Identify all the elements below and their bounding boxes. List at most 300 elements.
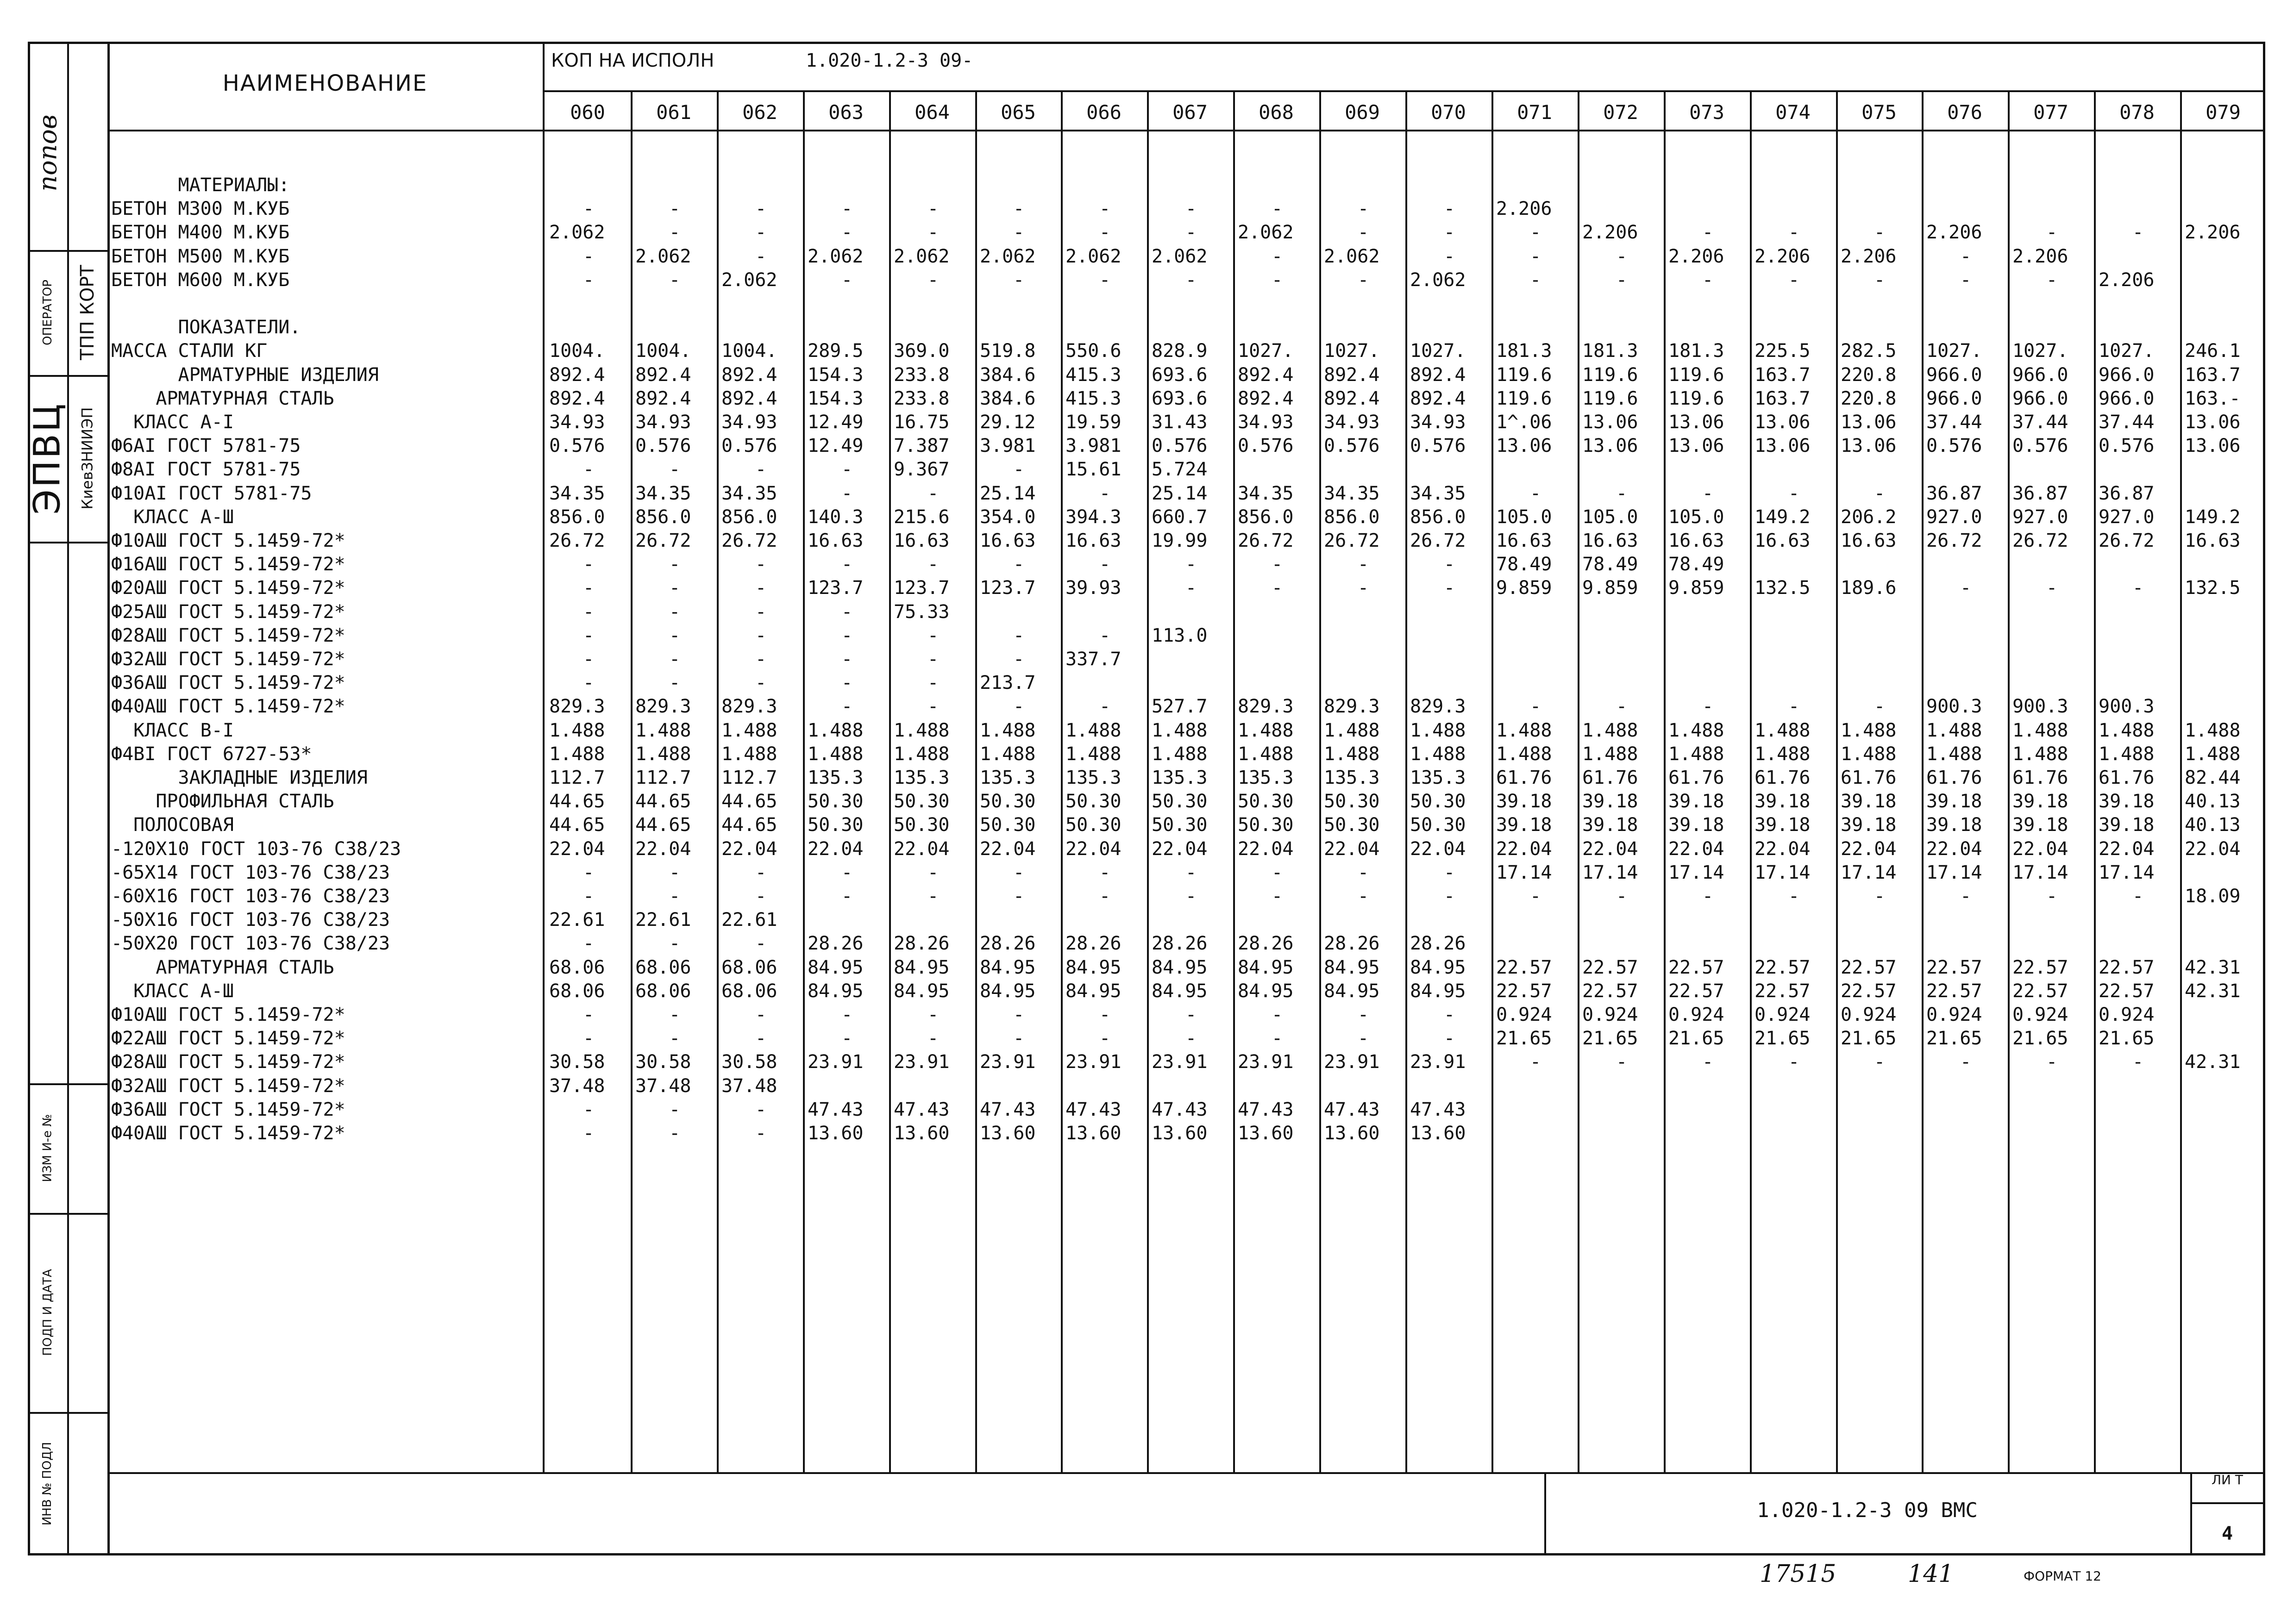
table-cell: - [755,625,767,646]
table-cell: - [1185,886,1197,907]
column-rule [2008,90,2010,1472]
header-separator [543,90,2265,92]
table-cell: 28.26 [1324,933,1380,954]
table-cell: - [669,886,681,907]
table-cell: 28.26 [1065,933,1122,954]
table-cell: - [1530,1051,1542,1073]
table-cell: 856.0 [635,506,691,528]
table-cell: 181.3 [1582,340,1638,362]
table-cell: 22.57 [1668,981,1724,1002]
row-label: -65Х14 ГОСТ 103-76 С38/23 [111,862,390,883]
table-cell: 213.7 [980,672,1036,693]
table-cell: 84.95 [1152,957,1208,978]
table-cell: - [669,459,681,480]
table-cell: 39.18 [2099,791,2155,812]
table-cell: - [755,554,767,575]
row-label: Ф20АШ ГОСТ 5.1459-72* [111,577,345,599]
table-cell: 17.14 [1755,862,1811,883]
table-cell: 1.488 [2185,743,2241,765]
table-cell: 135.3 [808,767,864,788]
table-cell: - [1272,198,1283,219]
row-label: АРМАТУРНАЯ СТАЛЬ [111,957,334,978]
table-cell: 84.95 [894,981,950,1002]
table-cell: - [1013,1004,1025,1025]
table-cell: - [927,625,939,646]
table-cell: 105.0 [1582,506,1638,528]
table-cell: 0.576 [1926,435,1982,456]
column-header: 061 [656,100,691,124]
author-signature [28,83,67,222]
row-label: -120Х10 ГОСТ 103-76 С38/23 [111,838,401,860]
table-cell: 39.18 [1926,791,1982,812]
table-cell: - [841,696,853,717]
table-cell: - [755,649,767,670]
table-cell: 2.206 [1668,246,1724,267]
table-cell: - [841,649,853,670]
table-cell: - [1616,483,1628,504]
table-cell: 44.65 [721,814,777,836]
table-cell: 1027. [1324,340,1380,362]
table-cell: 22.57 [1755,981,1811,1002]
row-label: Ф10АШ ГОСТ 5.1459-72* [111,530,345,551]
row-label: Ф16АШ ГОСТ 5.1459-72* [111,554,345,575]
table-cell: 18.09 [2185,886,2241,907]
table-cell: - [1272,1004,1283,1025]
table-cell: - [1099,696,1111,717]
table-cell: - [1874,696,1886,717]
izm-text: ИЗМ И-е № [40,1114,55,1182]
table-cell: - [669,672,681,693]
table-cell: 68.06 [635,981,691,1002]
table-cell: 0.924 [1841,1004,1897,1025]
column-rule [1147,90,1149,1472]
table-cell: 39.18 [1582,814,1638,836]
table-cell: 39.18 [1926,814,1982,836]
table-cell: 16.63 [1668,530,1724,551]
table-cell: 68.06 [721,981,777,1002]
row-label: КЛАСС А-Ш [111,506,234,528]
table-cell: - [1444,577,1455,599]
table-cell: 22.04 [1238,838,1294,860]
table-cell: 22.04 [2099,838,2155,860]
table-cell: 22.04 [549,838,605,860]
table-cell: 22.04 [635,838,691,860]
table-cell: 13.60 [980,1123,1036,1144]
table-cell: 39.18 [1496,814,1552,836]
row-label: ЗАКЛАДНЫЕ ИЗДЕЛИЯ [111,767,368,788]
table-cell: - [841,625,853,646]
table-cell: 26.72 [2012,530,2068,551]
table-cell: - [1530,886,1542,907]
table-cell: 50.30 [1238,791,1294,812]
table-cell: 61.76 [1841,767,1897,788]
table-cell: 1.488 [1410,720,1466,741]
table-cell: 34.35 [1410,483,1466,504]
table-cell: 13.06 [1582,412,1638,433]
column-rule [631,90,633,1472]
table-cell: - [2046,577,2058,599]
table-cell: 9.367 [894,459,950,480]
table-cell: 39.18 [1668,814,1724,836]
table-cell: - [1185,1004,1197,1025]
table-cell: 0.576 [1152,435,1208,456]
table-cell: - [1013,886,1025,907]
operator-text: ОПЕРАТОР [40,280,55,345]
table-cell: - [1960,577,1972,599]
row-label: МАССА СТАЛИ КГ [111,340,268,362]
table-cell: 39.18 [2099,814,2155,836]
table-cell: 16.63 [808,530,864,551]
inv-text: ИНВ № ПОДЛ [40,1442,55,1526]
table-cell: - [755,577,767,599]
table-cell: - [1960,246,1972,267]
row-label: ПОЛОСОВАЯ [111,814,234,836]
column-rule [1405,90,1407,1472]
table-cell: 112.7 [635,767,691,788]
table-cell: - [1099,862,1111,883]
table-cell: - [1530,222,1542,243]
row-label: Ф28АШ ГОСТ 5.1459-72* [111,625,345,646]
table-cell: 13.06 [1668,435,1724,456]
table-cell: 34.35 [721,483,777,504]
table-cell: - [1874,222,1886,243]
table-cell: 47.43 [1324,1099,1380,1120]
table-cell: 135.3 [894,767,950,788]
table-cell: 84.95 [1065,957,1122,978]
org-sub-cell [67,375,107,542]
table-cell: 112.7 [549,767,605,788]
table-cell: 34.93 [1410,412,1466,433]
table-cell: 0.924 [1926,1004,1982,1025]
table-cell: - [1358,1028,1369,1049]
table-cell: 1.488 [980,743,1036,765]
table-cell: - [1099,886,1111,907]
row-label: Ф8АI ГОСТ 5781-75 [111,459,301,480]
table-cell: 22.04 [2012,838,2068,860]
table-cell: 22.04 [721,838,777,860]
table-cell: 119.6 [1668,364,1724,386]
table-cell: - [669,1099,681,1120]
row-label: Ф32АШ ГОСТ 5.1459-72* [111,1075,345,1097]
table-cell: 13.06 [2185,435,2241,456]
table-cell: 892.4 [721,388,777,409]
table-cell: 966.0 [1926,388,1982,409]
table-cell: 61.76 [2099,767,2155,788]
table-cell: 1004. [635,340,691,362]
table-cell: 829.3 [1324,696,1380,717]
table-cell: 22.04 [2185,838,2241,860]
table-cell: 22.57 [1582,981,1638,1002]
table-cell: 829.3 [635,696,691,717]
table-cell: 28.26 [1152,933,1208,954]
table-cell: 282.5 [1841,340,1897,362]
table-cell: 22.04 [808,838,864,860]
table-cell: 189.6 [1841,577,1897,599]
table-cell: 415.3 [1065,364,1122,386]
table-cell: 2.062 [1152,246,1208,267]
table-cell: 23.91 [808,1051,864,1073]
table-cell: 17.14 [2012,862,2068,883]
table-cell: 13.60 [1152,1123,1208,1144]
table-cell: 1.488 [1324,720,1380,741]
table-cell: 1.488 [1496,743,1552,765]
table-cell: 44.65 [549,814,605,836]
table-cell: 22.04 [1410,838,1466,860]
table-cell: - [927,1004,939,1025]
table-cell: 21.65 [1668,1028,1724,1049]
table-cell: 22.04 [1926,838,1982,860]
table-cell: 0.576 [2012,435,2068,456]
table-cell: 119.6 [1582,388,1638,409]
table-cell: 1.488 [1926,720,1982,741]
table-cell: 22.04 [1152,838,1208,860]
table-cell: 16.63 [1065,530,1122,551]
table-cell: 61.76 [1496,767,1552,788]
column-header: 072 [1603,100,1638,124]
table-cell: 0.924 [2012,1004,2068,1025]
row-label: КЛАСС А-I [111,412,234,433]
column-header: 063 [828,100,864,124]
table-cell: - [841,554,853,575]
table-cell: 22.57 [1926,981,1982,1002]
table-cell: 1.488 [980,720,1036,741]
table-cell: 1004. [721,340,777,362]
column-header: 065 [1001,100,1036,124]
table-cell: 123.7 [980,577,1036,599]
table-cell: 42.31 [2185,981,2241,1002]
table-cell: 892.4 [1238,364,1294,386]
table-cell: 900.3 [2012,696,2068,717]
table-cell: - [1616,696,1628,717]
table-cell: 22.57 [2099,981,2155,1002]
table-cell: 1027. [1926,340,1982,362]
table-cell: 900.3 [1926,696,1982,717]
table-cell: 22.57 [1926,957,1982,978]
table-cell: 225.5 [1755,340,1811,362]
table-cell: - [1013,862,1025,883]
table-cell: 1^.06 [1496,412,1552,433]
table-cell: - [1099,1004,1111,1025]
table-cell: 2.062 [894,246,950,267]
table-cell: - [583,246,595,267]
table-cell: 1.488 [1582,743,1638,765]
table-cell: - [1272,1028,1283,1049]
table-cell: 26.72 [549,530,605,551]
table-cell: 3.981 [1065,435,1122,456]
table-cell: 233.8 [894,364,950,386]
column-rule [2180,90,2182,1472]
table-cell: 856.0 [549,506,605,528]
table-cell: 829.3 [1410,696,1466,717]
table-cell: 28.26 [808,933,864,954]
column-rule [1319,90,1321,1472]
table-cell: - [755,1123,767,1144]
column-header: 069 [1345,100,1380,124]
table-cell: - [841,222,853,243]
row-label: Ф36АШ ГОСТ 5.1459-72* [111,672,345,693]
table-cell: 135.3 [1152,767,1208,788]
table-cell: 84.95 [980,957,1036,978]
table-cell: 50.30 [894,791,950,812]
table-cell: 26.72 [1324,530,1380,551]
table-cell: 1027. [1238,340,1294,362]
table-cell: - [1272,246,1283,267]
table-cell: - [1616,269,1628,291]
table-cell: 135.3 [980,767,1036,788]
table-cell: 50.30 [980,814,1036,836]
table-cell: - [669,198,681,219]
table-cell: - [583,1099,595,1120]
table-cell: - [583,862,595,883]
column-header: 071 [1517,100,1552,124]
table-cell: - [1874,1051,1886,1073]
table-cell: - [1702,886,1714,907]
table-cell: 550.6 [1065,340,1122,362]
table-cell: 28.26 [980,933,1036,954]
table-cell: 892.4 [549,388,605,409]
column-rule [975,90,977,1472]
table-cell: - [927,554,939,575]
table-cell: - [927,1028,939,1049]
table-cell: 1.488 [894,743,950,765]
table-cell: 61.76 [1582,767,1638,788]
table-cell: - [2132,886,2144,907]
row-label: -50Х16 ГОСТ 103-76 С38/23 [111,909,390,931]
table-cell: 16.63 [1582,530,1638,551]
table-cell: 17.14 [2099,862,2155,883]
table-cell: 1.488 [1152,743,1208,765]
table-cell: 22.04 [1496,838,1552,860]
table-cell: 39.18 [1841,791,1897,812]
podp-cell [28,1213,67,1412]
table-cell: 966.0 [2012,388,2068,409]
table-cell: - [1272,886,1283,907]
table-cell: 15.61 [1065,459,1122,480]
column-header: 064 [915,100,950,124]
table-cell: 26.72 [1238,530,1294,551]
table-cell: - [841,459,853,480]
table-cell: - [1788,222,1800,243]
table-cell: 1027. [2012,340,2068,362]
table-cell: 16.63 [1496,530,1552,551]
table-cell: 0.576 [1324,435,1380,456]
table-cell: 149.2 [1755,506,1811,528]
table-cell: - [1530,269,1542,291]
table-cell: 2.206 [1926,222,1982,243]
table-cell: 50.30 [808,814,864,836]
table-cell: - [841,1028,853,1049]
table-cell: 21.65 [1755,1028,1811,1049]
table-cell: 2.062 [1238,222,1294,243]
table-cell: 22.57 [1582,957,1638,978]
column-header: 074 [1775,100,1811,124]
table-cell: 1.488 [1926,743,1982,765]
table-cell: 61.76 [2012,767,2068,788]
table-cell: 0.576 [721,435,777,456]
table-cell: 17.14 [1841,862,1897,883]
table-cell: - [841,672,853,693]
name-column-header: НАИМЕНОВАНИЕ [222,70,428,96]
table-cell: 163.7 [1755,364,1811,386]
table-cell: 132.5 [2185,577,2241,599]
table-cell: 13.06 [1496,435,1552,456]
table-cell: 84.95 [1065,981,1122,1002]
table-cell: 856.0 [1410,506,1466,528]
table-cell: - [2046,222,2058,243]
table-cell: - [2046,269,2058,291]
table-cell: 135.3 [1238,767,1294,788]
table-cell: 23.91 [1065,1051,1122,1073]
table-cell: 30.58 [635,1051,691,1073]
table-cell: 84.95 [980,981,1036,1002]
column-rule [717,90,719,1472]
table-cell: 29.12 [980,412,1036,433]
table-cell: - [1013,696,1025,717]
table-cell: 22.04 [894,838,950,860]
table-cell: - [927,269,939,291]
table-cell: 50.30 [1410,791,1466,812]
table-cell: 13.06 [2185,412,2241,433]
table-cell: 34.35 [1238,483,1294,504]
table-cell: - [1530,246,1542,267]
table-cell: 2.062 [980,246,1036,267]
table-cell: - [1788,269,1800,291]
table-cell: 1.488 [2012,743,2068,765]
table-cell: 233.8 [894,388,950,409]
table-cell: 892.4 [635,364,691,386]
table-cell: 856.0 [1238,506,1294,528]
table-cell: - [1788,483,1800,504]
row-label: Ф6АI ГОСТ 5781-75 [111,435,301,456]
column-header: 075 [1861,100,1897,124]
table-cell: - [927,696,939,717]
table-cell: 84.95 [1238,957,1294,978]
table-cell: - [669,1004,681,1025]
table-cell: 1.488 [1065,743,1122,765]
table-cell: 892.4 [549,364,605,386]
table-cell: 0.924 [1668,1004,1724,1025]
table-cell: - [1358,862,1369,883]
row-label: БЕТОН М300 М.КУБ [111,198,290,219]
name-column-rule [543,42,545,1472]
table-cell: 13.06 [1668,412,1724,433]
table-cell: - [669,577,681,599]
document-code: 1.020-1.2-3 09 ВМС [1757,1499,1978,1522]
table-cell: - [669,269,681,291]
operator-cell [28,250,67,375]
table-cell: 39.18 [2012,791,2068,812]
table-cell: 215.6 [894,506,950,528]
table-cell: 13.60 [808,1123,864,1144]
table-cell: - [669,862,681,883]
row-label: Ф25АШ ГОСТ 5.1459-72* [111,601,345,623]
table-cell: 39.18 [2012,814,2068,836]
table-cell: 113.0 [1152,625,1208,646]
column-rule [1491,90,1493,1472]
table-cell: - [1272,862,1283,883]
table-cell: 9.859 [1582,577,1638,599]
table-cell: 26.72 [1410,530,1466,551]
table-cell: 892.4 [1324,388,1380,409]
table-cell: 163.7 [2185,364,2241,386]
table-cell: 39.18 [1755,791,1811,812]
table-cell: 22.57 [1668,957,1724,978]
table-cell: 132.5 [1755,577,1811,599]
row-label: ПРОФИЛЬНАЯ СТАЛЬ [111,791,334,812]
table-cell: 28.26 [1410,933,1466,954]
table-cell: 50.30 [1152,814,1208,836]
table-cell: 13.60 [1238,1123,1294,1144]
